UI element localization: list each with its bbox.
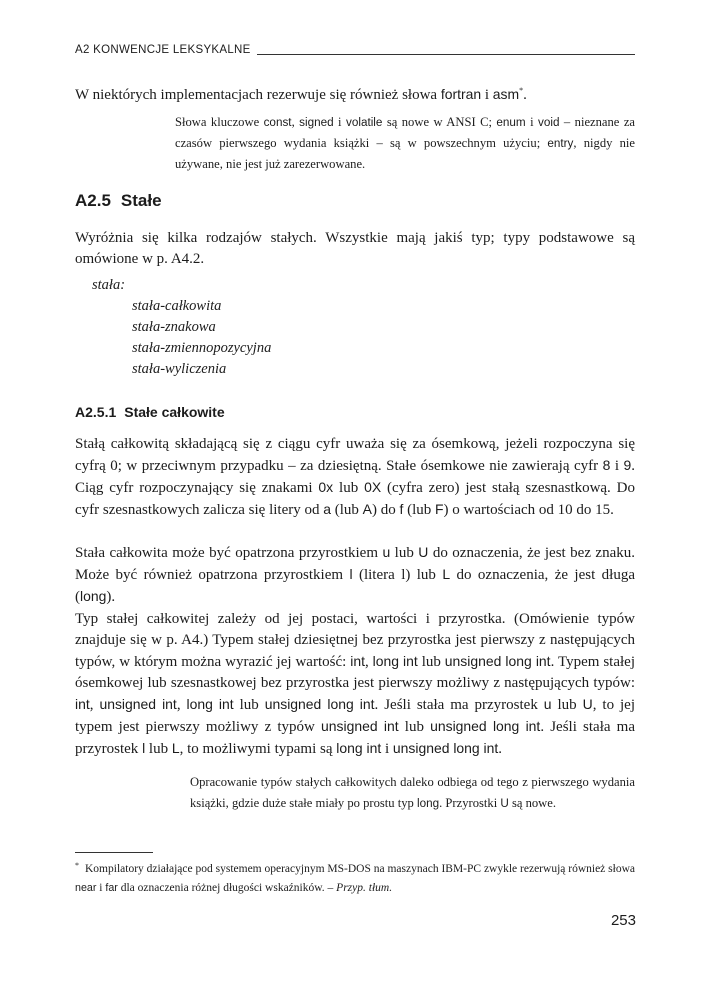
grammar-production: [92, 275, 271, 380]
subsection-heading: [75, 402, 225, 422]
grammar-alternative: stała-wyliczenia: [132, 361, 227, 377]
section-number: A2.5: [75, 191, 111, 210]
note-keywords: Słowa kluczowe const, signed i volatile są nowe w ANSI C; enum i void – nieznane za czasów pierwszego wydania książki – są w powszechnym użyciu; entry, nigdy nie używane, nie jest już zarezerwowane.: [175, 115, 636, 171]
subsection-number: A2.5.1: [75, 404, 117, 420]
keyword-fortran: fortran: [440, 86, 482, 102]
grammar-alternative: stała-zmiennopozycyjna: [132, 340, 272, 356]
footnote-reference: *: [519, 86, 524, 95]
note-integer-types: Opracowanie typów stałych całkowitych daleko odbiega od tego z pierwszego wydania książki, gdzie duże stałe miały po prostu typ long. Przyrostki U są nowe.: [190, 775, 635, 810]
grammar-head: stała:: [92, 277, 126, 293]
running-header-rule: [257, 54, 635, 55]
section-intro-paragraph: Wyróżnia się kilka rodzajów stałych. Wszystkie mają jakiś typ; typy podstawowe są omówione w p. A4.2.: [75, 230, 635, 267]
paragraph-suffixes: Stała całkowita może być opatrzona przyrostkiem u lub U do oznaczenia, że jest bez znaku. Może być również opatrzona przyrostkiem l (litera l) lub L do oznaczenia, że jest długa (long).: [75, 544, 635, 605]
grammar-alternative: stała-całkowita: [132, 298, 222, 314]
keyword-asm: asm: [492, 86, 520, 102]
paragraph-octal-hex: Stałą całkowitą składającą się z ciągu cyfr uważa się za ósemkową, jeżeli rozpoczyna się cyfrą 0; w przeciwnym przypadku – za dziesiętną. Stałe ósemkowe nie zawierają cyfr 8 i 9. Ciąg cyfr rozpoczynający się znakami 0x lub 0X (cyfra zero) jest stałą szesnastkową. Do cyfr szesnastkowych zalicza się litery od a (lub A) do f (lub F) o wartościach od 10 do 15.: [75, 436, 636, 518]
section-heading: [75, 190, 162, 212]
grammar-alternative: stała-znakowa: [132, 319, 216, 335]
footnote-rule: [75, 852, 153, 853]
footnote-mark: *: [75, 861, 79, 870]
running-header-text: A2 KONWENCJE LEKSYKALNE: [75, 43, 251, 56]
subsection-title: Stałe całkowite: [124, 404, 225, 420]
footnote: * Kompilatory działające pod systemem operacyjnym MS-DOS na maszynach IBM-PC zwykle rezerwują również słowa near i far dla oznaczenia różnej długości wskaźników. – Przyp. tłum.: [75, 861, 635, 894]
running-header: [75, 40, 635, 56]
paragraph-types: Typ stałej całkowitej zależy od jej postaci, wartości i przyrostka. (Omówienie typów znajduje się w p. A4.) Typem stałej dziesiętnej bez przyrostka jest pierwszy z następujących typów, w którym można wyrazić jej wartość: int, long int lub unsigned long int. Typem stałej ósemkowej lub szesnastkowej bez przyrostka jest pierwszy możliwy z następujących typów: int, unsigned int, long int lub unsigned long int. Jeśli stała ma przyrostek u lub U, to jej typem jest pierwszy możliwy z typów unsigned int lub unsigned long int. Jeśli stała ma przyrostek l lub L, to możliwymi typami są long int i unsigned long int.: [75, 611, 636, 757]
page-number: 253: [610, 912, 636, 929]
section-title: Stałe: [120, 191, 162, 210]
intro-paragraph: W niektórych implementacjach rezerwuje się również słowa fortran i asm*.: [75, 86, 527, 103]
translator-credit: Przyp. tłum.: [336, 882, 393, 894]
